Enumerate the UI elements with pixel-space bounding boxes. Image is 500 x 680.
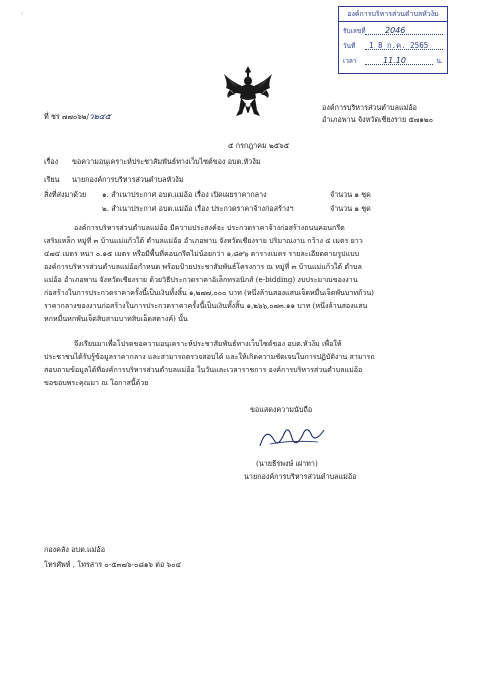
letter-date: ๕ กรกฎาคม ๒๕๖๕ [228,141,290,150]
stamp-row-date [343,38,443,52]
stamp-receive-value: 2046 [385,26,406,35]
body-p1-line-3: ๔๗๔ เมตร หนา ๐.๑๕ เมตร หรือมีพื้นที่คอนกรีตไม่น้อยกว่า ๑,๘๙๖ ตารางเมตร รายละเอียดตามรูปแบบ [44,249,360,258]
stamp-row-receive [343,23,443,37]
sender-address: อำเภอพาน จังหวัดเชียงราย ๕๗๑๒๐ [322,115,433,124]
body-p2-line-3: สอบถามข้อมูลได้ที่องค์การบริหารส่วนตำบลแม่อ้อ ในวันและเวลาราชการ องค์การบริหารส่วนตำบลแม่อ้อ [44,365,363,374]
stamp-receive-label: รับเลขที่ [343,27,366,35]
body-p1-line-1: องค์การบริหารส่วนตำบลแม่อ้อ มีความประสงค์จะ ประกวดราคาจ้างก่อสร้างถนนคอนกรีต [74,223,345,232]
addressee-text: นายกองค์การบริหารส่วนตำบลหัวง้ม [72,175,184,184]
body-p1-line-2: เสริมเหล็ก หมู่ที่ ๓ บ้านแม่แก้วใต้ ตำบลแม่อ้อ อำเภอพาน จังหวัดเชียงราย ปริมาณงาน กว้าง ๔ เมตร ยาว [44,236,363,245]
signature-mark [252,420,332,454]
sender-org: องค์การบริหารส่วนตำบลแม่อ้อ [322,103,417,112]
attachment-item-1: ๑. สำเนาประกาศ อบต.แม่อ้อ เรื่อง เปิดเผยราคากลาง [102,190,267,199]
garuda-emblem-icon [222,64,274,120]
stamp-org: องค์การบริหารส่วนตำบลหัวง้ม [347,10,439,18]
stamp-row-time [343,53,443,67]
body-p2-line-2: ประชาชนได้รับรู้ข้อมูลราคากลาง และสามารถตรวจสอบได้ และให้เกิดความชัดเจนในการปฏิบัติงาน สามารถ [44,352,375,361]
stamp-time-suffix: น. [436,57,443,65]
body-p1-line-6: ก่อสร้างในการประกวดราคาครั้งนี้เป็นเงินทั้งสิ้น ๑,๒๗๗,๐๐๐ บาท (หนึ่งล้านสองแสนเจ็ดหมื่นเจ็ดพันบาทถ้วน) [44,288,374,297]
doc-number-hand: ว๒๔๕ [88,112,111,121]
subject-label: เรื่อง [44,157,59,166]
signer-title: นายกองค์การบริหารส่วนตำบลแม่อ้อ [244,472,357,481]
body-p1-line-4: องค์การบริหารส่วนตำบลแม่อ้อกำหนด พร้อมป้ายประชาสัมพันธ์โครงการ ณ หมู่ที่ ๓ บ้านแม่แก้วใต้ ตำบล [44,262,362,271]
doc-number-prefix: ที่ ชร ๗๗๐๖๒/ [44,112,89,121]
receiving-stamp [338,6,448,74]
closing-text: ขอแสดงความนับถือ [250,405,313,414]
body-p1-line-5: แม่อ้อ อำเภอพาน จังหวัดเชียงราย ด้วยวิธีประกวดราคาอิเล็กทรอนิกส์ (e-bidding) งบประมาณของงาน [44,275,358,284]
corner-mark: ◦ [20,10,25,18]
attachment-item-1-qty: จำนวน ๑ ชุด [330,190,371,199]
stamp-time-label: เวลา [343,57,357,65]
footer-phone: โทรศัพท์ , โทรสาร ๐-๕๓๗๖-๐๘๑๖ ต่อ ๖๐๔ [44,560,181,569]
subject-text: ขอความอนุเคราะห์ประชาสัมพันธ์ทางเว็บไซต์ของ อบต.หัวง้ม [72,157,261,166]
body-p1-line-7: ราคากลางของงานก่อสร้างในการประกวดราคาครั้งนี้เป็นเงินทั้งสิ้น ๑,๒๖๖,๐๗๓.๑๑ บาท (หนึ่งล้านสองแสน [44,301,368,310]
stamp-date-label: วันที่ [343,42,356,50]
body-p2-line-1: จึงเรียนมาเพื่อโปรดขอความอนุเคราะห์ประชาสัมพันธ์ทางเว็บไซต์ของ อบต.หัวง้ม เพื่อให้ [74,339,342,348]
body-p1-line-8: หกหมื่นหกพันเจ็ดสิบสามบาทสิบเอ็ดสตางค์) นั้น [44,314,188,323]
attachments-label: สิ่งที่ส่งมาด้วย [44,190,87,199]
attachment-item-2: ๒. สำเนาประกาศ อบต.แม่อ้อ เรื่อง ประกวดราคาจ้างก่อสร้างฯ [102,204,294,213]
footer-dept: กองคลัง อบต.แม่อ้อ [44,545,106,554]
signer-name: (นายธีรพงษ์ เผ่าทา) [256,459,318,468]
doc-number [44,112,111,121]
stamp-divider [339,21,447,22]
attachment-item-2-qty: จำนวน ๑ ชุด [330,204,371,213]
body-p2-line-4: ขอขอบพระคุณมา ณ โอกาสนี้ด้วย [44,378,149,387]
addressee-label: เรียน [44,175,60,184]
stamp-date-value: 1 8 ก.ค. 2565 [369,41,429,50]
stamp-time-value: 11.10 [383,56,406,65]
